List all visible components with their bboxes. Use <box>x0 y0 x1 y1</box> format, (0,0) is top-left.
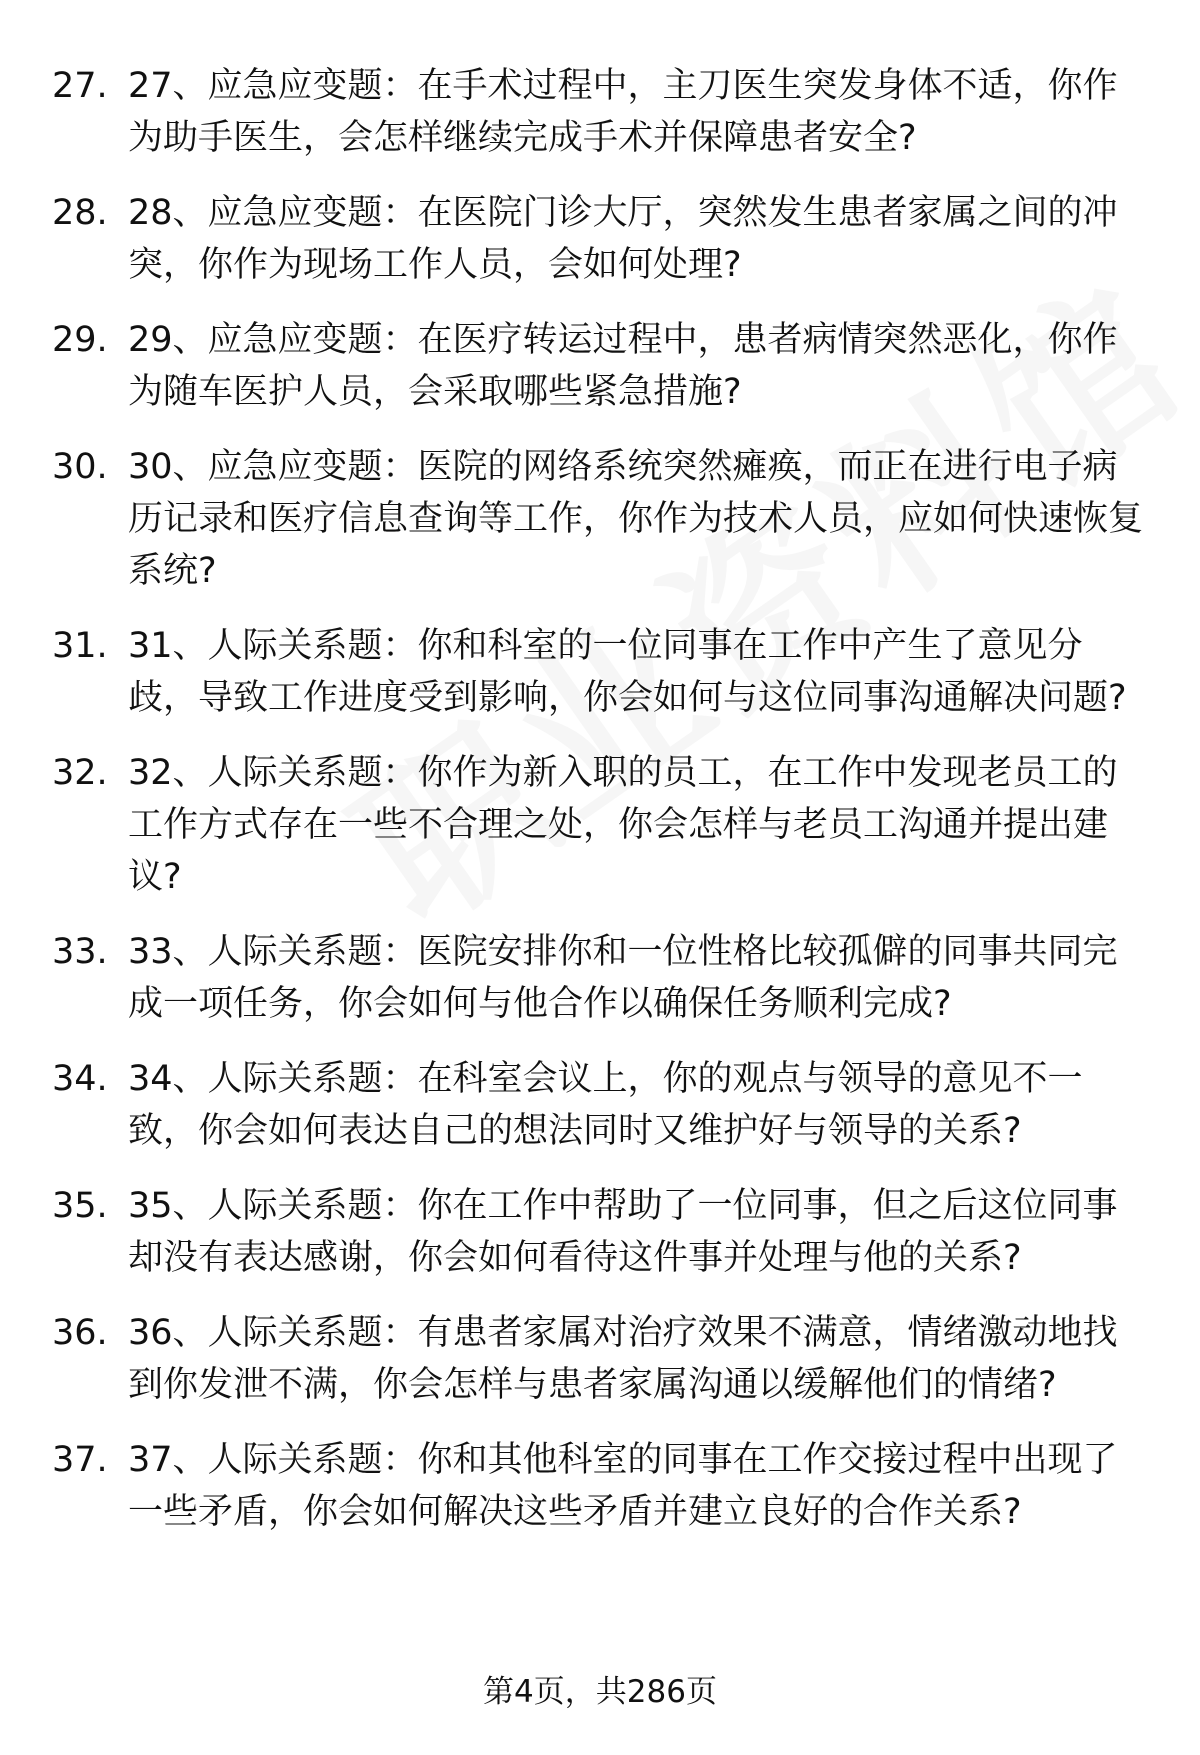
list-item <box>52 926 1150 1030</box>
item-number: 29. <box>52 320 108 360</box>
item-text: 28、应急应变题：在医院门诊大厅，突然发生患者家属之间的冲突，你作为现场工作人员，会如何处理? <box>128 193 1118 285</box>
list-item <box>52 747 1150 903</box>
list-item <box>52 1180 1150 1284</box>
item-number: 34. <box>52 1059 108 1099</box>
item-text: 36、人际关系题：有患者家属对治疗效果不满意，情绪激动地找到你发泄不满，你会怎样与患者家属沟通以缓解他们的情绪? <box>128 1313 1118 1405</box>
item-text: 34、人际关系题：在科室会议上，你的观点与领导的意见不一致，你会如何表达自己的想法同时又维护好与领导的关系? <box>128 1059 1083 1151</box>
item-number: 37. <box>52 1440 108 1480</box>
item-number: 33. <box>52 932 108 972</box>
page-footer: 第4页，共286页 <box>483 1674 717 1710</box>
item-text: 32、人际关系题：你作为新入职的员工，在工作中发现老员工的工作方式存在一些不合理之处，你会怎样与老员工沟通并提出建议? <box>128 753 1118 897</box>
list-item <box>52 441 1150 597</box>
question-list <box>52 60 1150 1561</box>
item-number: 36. <box>52 1313 108 1353</box>
item-text: 29、应急应变题：在医疗转运过程中，患者病情突然恶化，你作为随车医护人员，会采取哪些紧急措施? <box>128 320 1118 412</box>
list-item <box>52 1307 1150 1411</box>
item-number: 27. <box>52 66 108 106</box>
list-item <box>52 187 1150 291</box>
item-text: 35、人际关系题：你在工作中帮助了一位同事，但之后这位同事却没有表达感谢，你会如何看待这件事并处理与他的关系? <box>128 1186 1118 1278</box>
list-item <box>52 314 1150 418</box>
item-number: 35. <box>52 1186 108 1226</box>
item-number: 28. <box>52 193 108 233</box>
item-number: 32. <box>52 753 108 793</box>
list-item <box>52 60 1150 164</box>
item-text: 27、应急应变题：在手术过程中，主刀医生突发身体不适，你作为助手医生，会怎样继续完成手术并保障患者安全? <box>128 66 1118 158</box>
list-item <box>52 1434 1150 1538</box>
list-item <box>52 620 1150 724</box>
list-item <box>52 1053 1150 1157</box>
item-number: 30. <box>52 447 108 487</box>
item-text: 37、人际关系题：你和其他科室的同事在工作交接过程中出现了一些矛盾，你会如何解决这些矛盾并建立良好的合作关系? <box>128 1440 1118 1532</box>
item-text: 30、应急应变题：医院的网络系统突然瘫痪，而正在进行电子病历记录和医疗信息查询等工作，你作为技术人员，应如何快速恢复系统? <box>128 447 1144 591</box>
item-number: 31. <box>52 626 108 666</box>
item-text: 33、人际关系题：医院安排你和一位性格比较孤僻的同事共同完成一项任务，你会如何与他合作以确保任务顺利完成? <box>128 932 1118 1024</box>
item-text: 31、人际关系题：你和科室的一位同事在工作中产生了意见分歧，导致工作进度受到影响，你会如何与这位同事沟通解决问题? <box>128 626 1127 718</box>
